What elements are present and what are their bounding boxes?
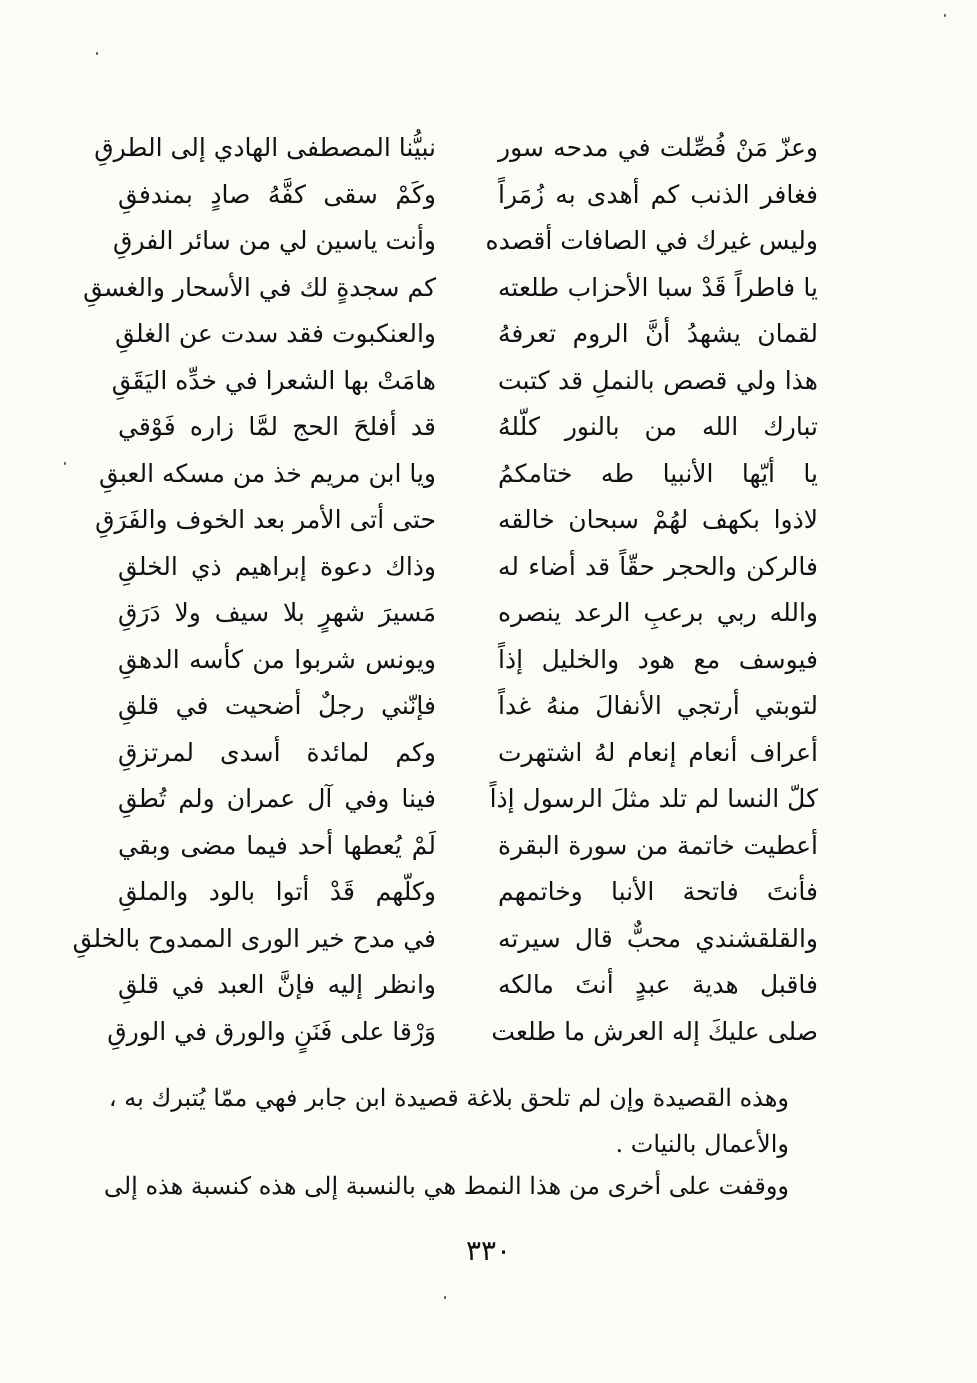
verse-first-hemistich: أعراف أنعام إنعام لهُ اشتهرت [498,737,818,767]
verse-row [118,779,818,825]
verse-first-hemistich: فأنتَ فاتحة الأنبا وخاتمهم [498,877,818,906]
verse-row [118,686,818,732]
verse-second-hemistich: لَمْ يُعطها أحد فيما مضى وبقي [118,830,436,860]
verse-row [115,314,818,360]
verse-row [118,733,818,779]
prose-line-3: ووقفت على أخرى من هذا النمط هي بالنسبة إلى هذه كنسبة هذه إلى [103,1172,789,1200]
verse-second-hemistich: وذاك دعوة إبراهيم ذي الخلقِ [118,551,436,581]
verse-second-hemistich: وكلّهم قَدْ أتوا بالود والملقِ [118,877,436,906]
verse-first-hemistich: لقمان يشهدُ أنَّ الروم تعرفهُ [498,319,818,348]
verse-row [111,361,818,407]
verse-first-hemistich: تبارك الله من بالنور كلّلهُ [498,412,818,441]
scan-speck [444,1296,446,1299]
verse-second-hemistich: كم سجدةٍ لك في الأسحار والغسقِ [83,272,436,302]
verse-second-hemistich: نبيُّنا المصطفى الهادي إلى الطرقِ [94,133,436,162]
verse-row [118,407,818,453]
verse-row [95,500,818,546]
verse-row [118,826,818,872]
prose-line-1: وهذه القصيدة وإن لم تلحق بلاغة قصيدة ابن جابر فهي ممّا يُتبرك به ، [108,1084,789,1112]
verse-row [72,919,818,965]
verse-first-hemistich: فالركن والحجر حقّاً قد أضاء له [498,551,818,581]
verse-first-hemistich: فغافر الذنب كم أهدى به زُمَراً [498,179,818,209]
verse-second-hemistich: في مدح خير الورى الممدوح بالخلقِ [72,923,436,953]
verse-row [113,221,818,267]
verse-row [118,547,818,593]
verse-row [118,872,818,918]
poem-verses [72,128,818,1068]
verse-second-hemistich: ويونس شربوا من كأسه الدهقِ [118,644,436,674]
verse-row [99,454,818,500]
verse-first-hemistich: صلى عليكَ إله العرش ما طلعت [491,1016,818,1046]
verse-first-hemistich: لاذوا بكهف لهُمْ سبحان خالقه [498,505,818,534]
verse-second-hemistich: فينا وفي آل عمران ولم تُطقِ [118,784,436,813]
verse-second-hemistich: مَسيرَ شهرٍ بلا سيف ولا دَرَقِ [118,598,436,627]
verse-first-hemistich: فيوسف مع هود والخليل إذاً [498,644,818,674]
verse-second-hemistich: فإنّني رجلٌ أضحيت في قلقِ [118,691,436,720]
verse-first-hemistich: يا فاطراً قَدْ سبا الأحزاب طلعته [498,272,818,302]
verse-second-hemistich: وانظر إليه فإنَّ العبد في قلقِ [118,970,436,999]
verse-first-hemistich: كلّ النسا لم تلد مثلَ الرسول إذاً [489,784,818,813]
verse-first-hemistich: وعزّ مَنْ فُصِّلت في مدحه سور [498,133,818,162]
verse-first-hemistich: يا أيّها الأنبيا طه ختامكمُ [498,458,818,488]
prose-line-2: والأعمال بالنيات . [615,1130,789,1158]
verse-row [118,593,818,639]
verse-row [118,640,818,686]
verse-row [107,1012,818,1058]
verse-first-hemistich: والله ربي برعبِ الرعد ينصره [498,598,818,627]
scan-speck [64,462,66,465]
verse-first-hemistich: فاقبل هدية عبدٍ أنتَ مالكه [498,970,818,999]
scan-speck [944,14,946,17]
page-number: ٣٣٠ [465,1234,512,1267]
verse-first-hemistich: أعطيت خاتمة من سورة البقرة [498,830,818,860]
verse-second-hemistich: والعنكبوت فقد سدت عن الغلقِ [115,319,436,348]
verse-row [118,175,818,221]
verse-first-hemistich: لتوبتي أرتجي الأنفالَ منهُ غداً [498,691,818,720]
verse-second-hemistich: قد أفلحَ الحج لمَّا زاره فَوْقي [118,412,436,441]
verse-first-hemistich: وليس غيرك في الصافات أقصده [485,226,818,255]
verse-second-hemistich: هامَتْ بها الشعرا في خدِّه اليَقَقِ [111,365,436,395]
verse-row [118,965,818,1011]
verse-second-hemistich: وكَمْ سقى كفَّهُ صادٍ بمندفقِ [118,179,436,209]
verse-second-hemistich: وَرْقا على فَنَنٍ والورق في الورقِ [107,1016,436,1046]
verse-row [94,128,818,174]
verse-second-hemistich: حتى أتى الأمر بعد الخوف والفَرَقِ [95,505,436,534]
verse-row [83,268,818,314]
verse-first-hemistich: والقلقشندي محبٌّ قال سيرته [498,923,818,953]
verse-first-hemistich: هذا ولي قصص بالنملِ قد كتبت [498,365,818,395]
verse-second-hemistich: وكم لمائدة أسدى لمرتزقِ [118,737,436,767]
scan-speck [96,52,98,55]
verse-second-hemistich: وأنت ياسين لي من سائر الفرقِ [113,226,436,255]
verse-second-hemistich: ويا ابن مريم خذ من مسكه العبقِ [99,458,436,488]
